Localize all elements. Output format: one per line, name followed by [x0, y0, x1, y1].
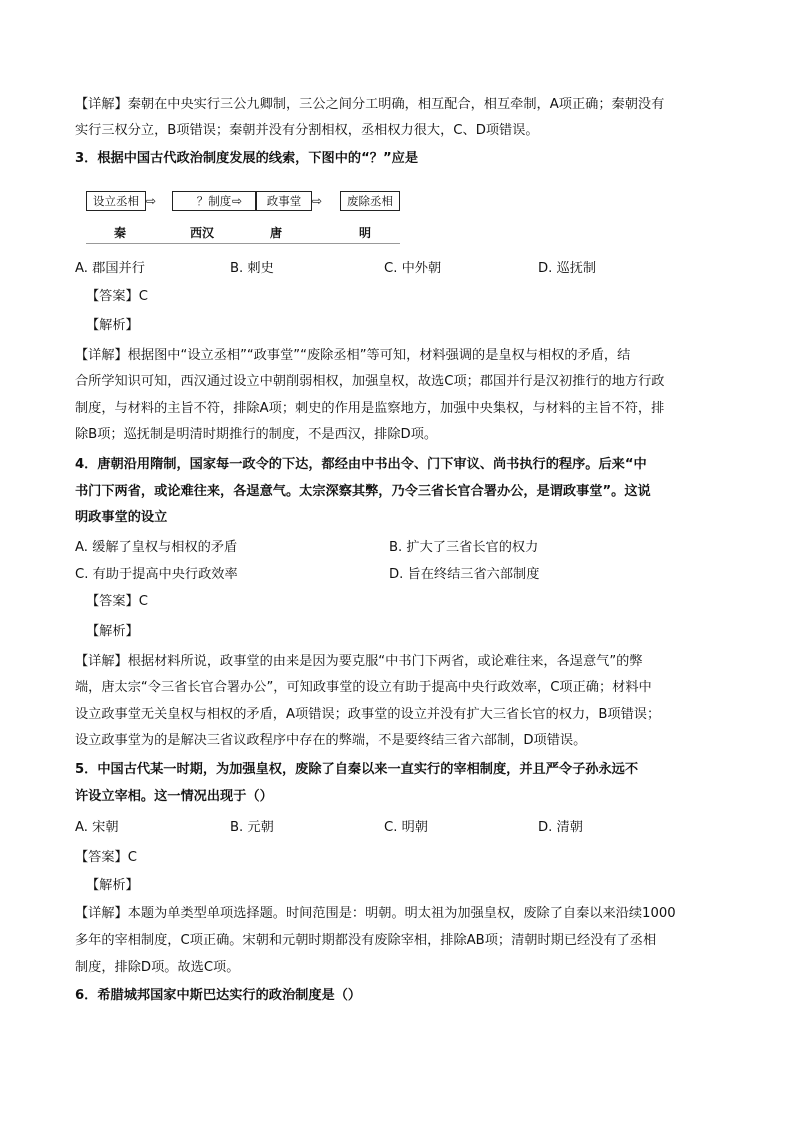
q4-option-d: D. 旨在终结三省六部制度	[389, 567, 540, 582]
q6-stem: 6．希腊城邦国家中斯巴达实行的政治制度是（）	[75, 988, 362, 1003]
q5-stem-line-1: 5．中国古代某一时期，为加强皇权，废除了自秦以来一直实行的宰相制度，并且严令子孙永远不	[75, 762, 639, 777]
q3-detail-line-2: 合所学知识可知，西汉通过设立中朝削弱相权，加强皇权，故选C项；郡国并行是汉初推行的地方行政	[75, 374, 665, 389]
q5-option-d: D. 清朝	[538, 820, 583, 835]
q4-option-a: A. 缓解了皇权与相权的矛盾	[75, 540, 238, 555]
flow-era-3: 唐	[270, 226, 283, 240]
flow-era-1: 秦	[114, 226, 127, 240]
q2-detail-line-2: 实行三权分立，B项错误；秦朝并没有分割相权，丞相权力很大，C、D项错误。	[75, 123, 539, 138]
q3-flow-diagram	[86, 187, 402, 249]
q3-option-d: D. 巡抚制	[538, 261, 597, 276]
flow-arrow-2-icon: ⇨	[232, 194, 243, 208]
q3-option-b: B. 刺史	[230, 261, 274, 276]
q4-stem-line-1: 4．唐朝沿用隋制，国家每一政令的下达，都经由中书出令、门下审议、尚书执行的程序。后来“中	[75, 457, 647, 472]
q4-detail-line-2: 端，唐太宗“令三省长官合署办公”，可知政事堂的设立有助于提高中央行政效率，C项正确；材料中	[75, 680, 652, 695]
q3-detail-line-3: 制度，与材料的主旨不符，排除A项；刺史的作用是监察地方，加强中央集权，与材料的主旨不符，排	[75, 401, 665, 416]
q3-option-a: A. 郡国并行	[75, 261, 145, 276]
q5-answer: 【答案】C	[75, 850, 137, 865]
flow-baseline	[86, 243, 400, 244]
q4-detail-line-1: 【详解】根据材料所说，政事堂的由来是因为要克服“中书门下两省，或论难往来，各逞意气”的弊	[75, 654, 643, 669]
q3-answer: 【答案】C	[86, 289, 148, 304]
flow-era-2: 西汉	[190, 226, 215, 240]
q4-option-c: C. 有助于提高中央行政效率	[75, 567, 238, 582]
flow-arrow-1-icon: ⇨	[146, 194, 157, 208]
flow-box-1: 设立丞相	[86, 191, 146, 211]
q5-analysis-label: 【解析】	[86, 878, 139, 893]
flow-era-4: 明	[359, 226, 372, 240]
q5-stem-line-2: 许设立宰相。这一情况出现于（）	[75, 789, 273, 804]
q5-option-b: B. 元朝	[230, 820, 274, 835]
q5-detail-line-3: 制度，排除D项。故选C项。	[75, 960, 240, 975]
q4-stem-line-3: 明政事堂的设立	[75, 510, 168, 525]
q3-detail-line-4: 除B项；巡抚制是明清时期推行的制度，不是西汉，排除D项。	[75, 427, 438, 442]
flow-box-4: 废除丞相	[340, 191, 400, 211]
q5-detail-line-2: 多年的宰相制度，C项正确。宋朝和元朝时期都没有废除宰相，排除AB项；清朝时期已经没有了丞相	[75, 933, 657, 948]
q4-detail-line-3: 设立政事堂无关皇权与相权的矛盾，A项错误；政事堂的设立并没有扩大三省长官的权力，B项错误；	[75, 707, 661, 722]
q5-option-c: C. 明朝	[384, 820, 428, 835]
flow-arrow-3-icon: ⇨	[312, 194, 323, 208]
q3-detail-line-1: 【详解】根据图中“设立丞相”“政事堂”“废除丞相”等可知，材料强调的是皇权与相权的矛盾，结	[75, 348, 631, 363]
q3-analysis-label: 【解析】	[86, 318, 139, 333]
flow-box-3: 政事堂	[256, 191, 312, 211]
q4-option-b: B. 扩大了三省长官的权力	[389, 540, 539, 555]
q5-detail-line-1: 【详解】本题为单类型单项选择题。时间范围是：明朝。明太祖为加强皇权，废除了自秦以来沿续1000	[75, 906, 676, 921]
q4-answer: 【答案】C	[86, 594, 148, 609]
flow-box-2: ？制度	[172, 191, 256, 211]
q3-option-c: C. 中外朝	[384, 261, 442, 276]
q4-stem-line-2: 书门下两省，或论难往来，各逞意气。太宗深察其弊，乃令三省长官合署办公，是谓政事堂”。这说	[75, 484, 651, 499]
q4-analysis-label: 【解析】	[86, 624, 139, 639]
q2-detail-line-1: 【详解】秦朝在中央实行三公九卿制，三公之间分工明确，相互配合，相互牵制，A项正确；秦朝没有	[75, 97, 665, 112]
q4-detail-line-4: 设立政事堂为的是解决三省议政程序中存在的弊端，不是要终结三省六部制，D项错误。	[75, 733, 587, 748]
q3-stem: 3．根据中国古代政治制度发展的线索，下图中的“？”应是	[75, 151, 419, 166]
q5-option-a: A. 宋朝	[75, 820, 119, 835]
